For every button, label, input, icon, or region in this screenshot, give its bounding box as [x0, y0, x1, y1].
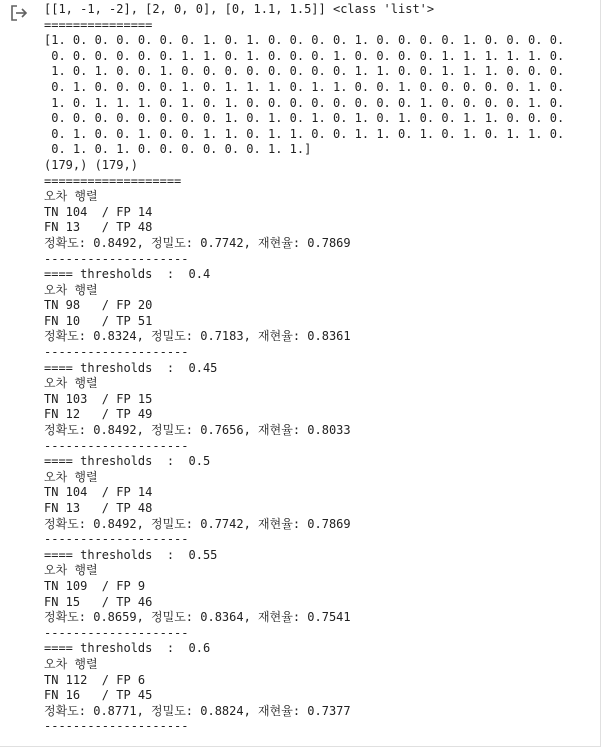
output-line: [1. 0. 0. 0. 0. 0. 0. 1. 0. 1. 0. 0. 0. 0. 1. 0. 0. 0. 0. 1. 0. 0. 0. 0.: [44, 33, 565, 48]
output-line: 정확도: 0.8771, 정밀도: 0.8824, 재현율: 0.7377: [44, 703, 351, 718]
output-line: FN 13 / TP 48: [44, 220, 153, 235]
output-line: TN 112 / FP 6: [44, 672, 146, 687]
output-line: 1. 0. 1. 0. 0. 1. 0. 0. 0. 0. 0. 0. 0. 0. 1. 1. 0. 0. 1. 1. 1. 0. 0. 0.: [44, 64, 565, 79]
output-line: FN 12 / TP 49: [44, 407, 153, 422]
output-line: 오차 행렬: [44, 656, 98, 671]
output-line: ==== thresholds : 0.5: [44, 454, 211, 469]
output-line: [[1, -1, -2], [2, 0, 0], [0, 1.1, 1.5]] <class 'list'>: [44, 2, 435, 16]
output-line: TN 109 / FP 9: [44, 578, 146, 593]
output-line: --------------------: [44, 251, 189, 266]
output-line: 오차 행렬: [44, 376, 98, 391]
output-line: TN 104 / FP 14: [44, 204, 153, 219]
output-line: FN 10 / TP 51: [44, 313, 153, 328]
output-line: 0. 1. 0. 1. 0. 0. 0. 0. 0. 0. 1. 1.]: [44, 142, 312, 157]
output-line: ===============: [44, 17, 153, 32]
output-line: 0. 0. 0. 0. 0. 0. 1. 1. 0. 1. 0. 0. 0. 1. 0. 0. 0. 0. 1. 1. 1. 1. 1. 0.: [44, 48, 565, 63]
output-line: TN 103 / FP 15: [44, 391, 153, 406]
output-line: ==== thresholds : 0.6: [44, 641, 211, 656]
output-line: 정확도: 0.8659, 정밀도: 0.8364, 재현율: 0.7541: [44, 610, 351, 625]
output-line: 0. 1. 0. 0. 1. 0. 0. 1. 1. 0. 1. 1. 0. 0. 1. 1. 0. 1. 0. 1. 0. 1. 1. 0.: [44, 126, 565, 141]
output-line: (179,) (179,): [44, 157, 138, 172]
output-line: 오차 행렬: [44, 563, 98, 578]
output-line: FN 16 / TP 45: [44, 688, 153, 703]
output-line: 정확도: 0.8492, 정밀도: 0.7742, 재현율: 0.7869: [44, 235, 351, 250]
output-line: TN 104 / FP 14: [44, 485, 153, 500]
output-line: ==== thresholds : 0.4: [44, 267, 211, 282]
output-line: FN 13 / TP 48: [44, 501, 153, 515]
output-line: 정확도: 0.8492, 정밀도: 0.7742, 재현율: 0.7869: [44, 516, 351, 531]
output-line: --------------------: [44, 345, 189, 360]
output-line: 오차 행렬: [44, 469, 98, 484]
output-line: 오차 행렬: [44, 282, 98, 297]
output-line: ===================: [44, 173, 182, 188]
output-line: FN 15 / TP 46: [44, 594, 153, 609]
output-line: 오차 행렬: [44, 189, 98, 204]
output-line: --------------------: [44, 532, 189, 547]
output-line: 1. 0. 1. 1. 1. 0. 1. 0. 1. 0. 0. 0. 0. 0. 0. 0. 0. 1. 0. 0. 0. 0. 1. 0.: [44, 95, 565, 110]
output-line: --------------------: [44, 438, 189, 453]
output-line: ==== thresholds : 0.45: [44, 360, 218, 375]
output-line: 0. 1. 0. 0. 0. 0. 1. 0. 1. 1. 1. 0. 1. 1. 0. 0. 1. 0. 0. 0. 0. 0. 1. 0.: [44, 79, 565, 94]
output-line: ==== thresholds : 0.55: [44, 547, 218, 562]
output-line: --------------------: [44, 719, 189, 734]
output-line: 0. 0. 0. 0. 0. 0. 0. 0. 1. 0. 1. 0. 1. 0. 1. 0. 1. 0. 0. 1. 1. 0. 0. 0.: [44, 111, 565, 126]
output-line: --------------------: [44, 625, 189, 640]
output-line: 정확도: 0.8324, 정밀도: 0.7183, 재현율: 0.8361: [44, 329, 351, 344]
output-text: [44, 2, 564, 735]
output-line: TN 98 / FP 20: [44, 298, 153, 313]
output-redirect-icon[interactable]: [10, 4, 28, 22]
output-line: 정확도: 0.8492, 정밀도: 0.7656, 재현율: 0.8033: [44, 423, 351, 438]
